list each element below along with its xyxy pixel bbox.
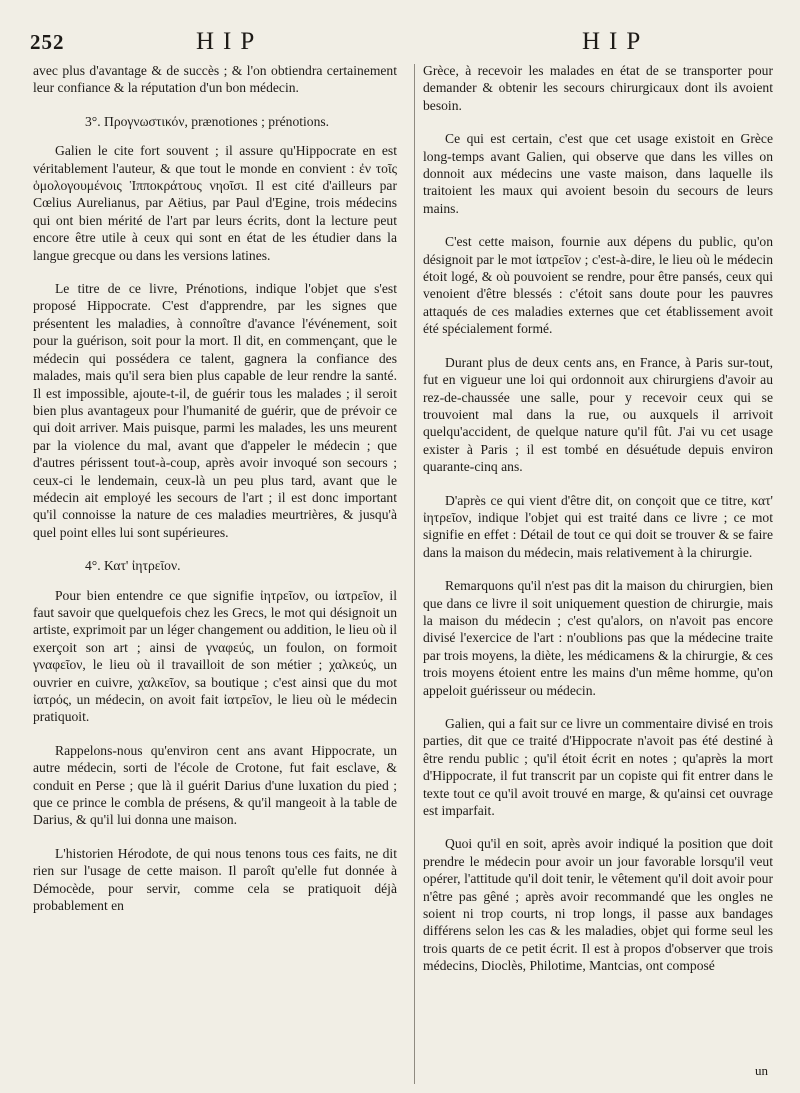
paragraph: avec plus d'avantage & de succès ; & l'on obtiendra certainement leur confiance & la réputation d'un bon médecin. <box>33 63 397 96</box>
paragraph: Durant plus de deux cents ans, en France, à Paris sur-tout, fut en vigueur une loi qui ordonnoit aux chirurgiens d'avoir au rez-de-chaussée une salle, pour y recevoir ceux qui se trouvoient mal dans la rue, ou auxquels il arrivoit quelqu'accident, de quelque nature qu'il fût. J'ai vu cet usage exister à Paris ; il est tombé en désuétude depuis environ quarante-cinq ans. <box>423 354 773 475</box>
paragraph: C'est cette maison, fournie aux dépens du public, qu'on désignoit par le mot ἰατρεῖον ; c'est-à-dire, le lieu où le médecin étoit logé, & où pouvoient se rendre, pour être pansés, ceux qui venoient d'être blessés : c'étoit sans doute pour les pauvres attaqués de ces maladies externes que cet établissement avoit été spécialement formé. <box>423 234 773 337</box>
running-head-right: HIP <box>582 28 650 55</box>
paragraph: Rappelons-nous qu'environ cent ans avant Hippocrate, un autre médecin, sorti de l'école de Crotone, fut fait esclave, & conduit en Perse ; que là il guérit Darius d'une luxation du pied ; que ce prince le combla de présens, & qu'il mangeoit à la table de Darius, & qu'il lui donna une maison. <box>33 742 397 828</box>
left-column <box>33 62 397 930</box>
paragraph: Grèce, à recevoir les malades en état de se transporter pour demander & obtenir les secours chirurgicaux dont ils avoient besoin. <box>423 63 773 113</box>
column-divider <box>414 64 415 1084</box>
paragraph: L'historien Hérodote, de qui nous tenons tous ces faits, ne dit rien sur l'usage de cette maison. Il paroît qu'elle fut donnée à Démocède, pour servir, comme cela se pratiquoit déjà probablement en <box>33 845 397 914</box>
paragraph: D'après ce qui vient d'être dit, on conçoit que ce titre, κατ' ἰητρεῖον, indique l'objet qui est traité dans ce livre ; ce mot signifie en effet : Détail de tout ce qui doit se trouver & se faire dans la maison du médecin, mais relativement à la chirurgie. <box>423 492 773 560</box>
catchword: un <box>755 1063 768 1078</box>
page-number: 252 <box>30 30 65 54</box>
paragraph: Pour bien entendre ce que signifie ἰητρεῖον, ou ἰατρεῖον, il faut savoir que quelquefois chez les Grecs, le mot qui désignoit un artiste, exprimoit par un léger changement ou addition, le lieu où il exerçoit son art ; ainsi de γναφεύς, un foulon, on formoit γναφεῖον, le lieu où il travailloit de son métier ; χαλκεύς, un ouvrier en cuivre, χαλκεῖον, sa boutique ; c'est ainsi que du mot ἰατρός, un médecin, on avoit fait ἰατρεῖον, le lieu où le médecin pratiquoit. <box>33 587 397 725</box>
paragraph: Galien, qui a fait sur ce livre un commentaire divisé en trois parties, dit que ce traité d'Hippocrate n'avoit pas été destiné à être rendu public ; qu'il étoit écrit en notes ; qu'après la mort d'Hippocrate, il fut transcrit par un copiste qui fit entrer dans le texte tout ce qu'il avoit trouvé en marge, & qu'ainsi cet ouvrage est imparfait. <box>423 716 773 819</box>
running-head-left: HIP <box>196 28 264 55</box>
paragraph: Ce qui est certain, c'est que cet usage existoit en Grèce long-temps avant Galien, qui observe que dans les villes on donnoit aux médecins une vaste maison, dans laquelle ils traitoient les maux qui avoient besoin du secours de leurs mains. <box>423 131 773 216</box>
right-column <box>423 62 773 991</box>
paragraph: Galien le cite fort souvent ; il assure qu'Hippocrate en est véritablement l'auteur, & que tout le monde en convient : ἐν τοῖς ὁμολογουμένοις Ἱπποκράτους νηοῖσι. Il est cité d'ailleurs par Cœlius Aurelianus, par Aëtius, par Paul d'Egine, trois médecins qui ont bien mérité de l'art par leurs écrits, dont la lecture peut encore être utile à ceux qui sont en état de les étudier dans la langue grecque ou dans les versions latines. <box>33 143 397 263</box>
paragraph: Remarquons qu'il n'est pas dit la maison du chirurgien, bien que dans ce livre il soit uniquement question de chirurgie, mais la maison du médecin ; c'est qu'alors, on n'avoit pas encore divisé l'exercice de l'art : n'oublions pas que la médecine traite par trois moyens, la diète, les médicamens & la chirurgie, & ces trois moyens étoient entre les mains d'un même homme, qu'on appeloit guérisseur ou médecin. <box>423 578 773 698</box>
section-heading: 3°. Προγνωστικόν, prænotiones ; prénotions. <box>85 113 330 129</box>
paragraph: Le titre de ce livre, Prénotions, indique l'objet que s'est proposé Hippocrate. C'est d'apprendre, par les signes que présentent les maladies, à connoître d'avance l'événement, soit pour la guérison, soit pour la mort. Il dit, en commençant, que le médecin qui possédera ce talent, gagnera la confiance des malades, mais qu'il sera bien plus capable de leur rendre la santé. Il est impossible, ajoute-t-il, de guérir tous les malades ; il seroit bien plus avantageux pour l'humanité de guérir, que de prévoir ce qui doit arriver. Mais puisque, parmi les malades, les uns meurent par la violence du mal, avant que d'appeler le médecin ; que d'autres périssent tout-à-coup, après avoir invoqué son secours ; ceux-ci le lendemain, ceux-là un peu plus tard, avant que le médecin ait employé les secours de l'art ; il est donc important qu'il connoisse la nature de ces maladies meurtrières, & jusqu'à quel point elles lui sont supérieures. <box>33 281 397 540</box>
section-heading: 4°. Κατ' ἰητρεῖον. <box>85 558 181 574</box>
paragraph: Quoi qu'il en soit, après avoir indiqué la position que doit prendre le médecin pour avoir un jour favorable lorsqu'il veut opérer, l'attitude qu'il doit tenir, le vêtement qu'il doit avoir pour n'être pas gêné ; après avoir recommandé que les ongles ne soient ni trop courts, ni trop longs, il passe aux bandages différens selon les cas & les maladies, objet qui forme seul les trois quarts de ce petit écrit. Il est à propos d'observer que trois médecins, Dioclès, Philotime, Mantcias, ont composé <box>423 836 773 974</box>
